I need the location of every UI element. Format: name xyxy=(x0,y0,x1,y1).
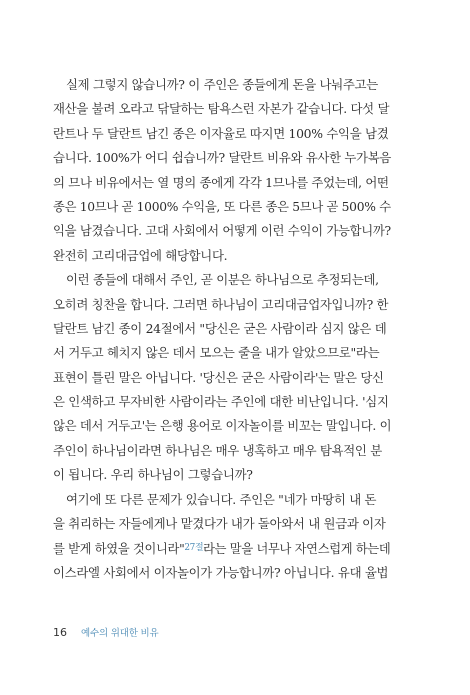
page-number: 16 xyxy=(53,626,67,639)
paragraph-2 xyxy=(53,268,391,488)
text-line: 은 인색하고 무자비한 사람이라는 주인에 대한 비난입니다. '심지 xyxy=(53,394,389,410)
running-title: 예수의 위대한 비유 xyxy=(81,628,159,639)
paragraph-1 xyxy=(53,73,391,268)
text-line: 종은 10므나 곧 1000% 수익을, 또 다른 종은 5므나 곧 500% 수 xyxy=(53,198,391,214)
text-line: 의 므나 비유에서는 열 명의 종에게 각각 1므나를 주었는데, 어떤 xyxy=(53,174,389,190)
text-line: 익을 남겼습니다. 고대 사회에서 어떻게 이런 수익이 가능합니까? xyxy=(53,223,391,239)
text-line: 여기에 또 다른 문제가 있습니다. 주인은 "네가 마땅히 내 돈 xyxy=(66,491,377,507)
text-line: 재산을 불려 오라고 닦달하는 탐욕스런 자본가 같습니다. 다섯 달 xyxy=(53,101,390,117)
text-line: 이런 종들에 대해서 주인, 곧 이분은 하나님으로 추정되는데, xyxy=(66,272,379,288)
text-line: 을 취리하는 자들에게나 맡겼다가 내가 돌아와서 내 원금과 이자 xyxy=(53,516,386,532)
quote-text: 를 받게 하였을 것이니라" xyxy=(53,541,185,557)
text-line: 이스라엘 사회에서 이자놀이가 가능합니까? 아닙니다. 유대 율법 xyxy=(53,564,389,580)
text-line xyxy=(53,536,391,560)
text-line: 완전히 고리대금업에 해당합니다. xyxy=(53,247,228,263)
text-line: 달란트 남긴 종이 24절에서 "당신은 굳은 사람이라 심지 않은 데 xyxy=(53,320,387,336)
text-line: 서 거두고 헤치지 않은 데서 모으는 줄을 내가 알았으므로"라는 xyxy=(53,345,380,361)
page-footer xyxy=(53,625,158,639)
text-line: 이 됩니다. 우리 하나님이 그렇습니까? xyxy=(53,467,253,483)
verse-reference: 27절 xyxy=(184,543,204,554)
quote-continuation: 라는 말을 너무나 자연스럽게 하는데 xyxy=(203,541,391,557)
text-line: 표현이 틀린 말은 아닙니다. '당신은 굳은 사람이라'는 말은 당신 xyxy=(53,369,384,385)
text-line: 란트나 두 달란트 남긴 종은 이자율로 따지면 100% 수익을 남겼 xyxy=(53,125,389,141)
text-line: 실제 그렇지 않습니까? 이 주인은 종들에게 돈을 나눠주고는 xyxy=(66,77,378,92)
paragraph-3 xyxy=(53,488,391,586)
text-line: 습니다. 100%가 어디 쉽습니까? 달란트 비유와 유사한 누가복음 xyxy=(53,150,392,166)
body-text xyxy=(53,73,391,585)
text-line: 주인이 하나님이라면 하나님은 매우 냉혹하고 매우 탐욕적인 분 xyxy=(53,442,382,458)
text-line: 오히려 칭찬을 합니다. 그러면 하나님이 고리대금업자입니까? 한 xyxy=(53,296,389,312)
text-line: 않은 데서 거두고'는 은행 용어로 이자놀이를 비꼬는 말입니다. 이 xyxy=(53,418,392,434)
